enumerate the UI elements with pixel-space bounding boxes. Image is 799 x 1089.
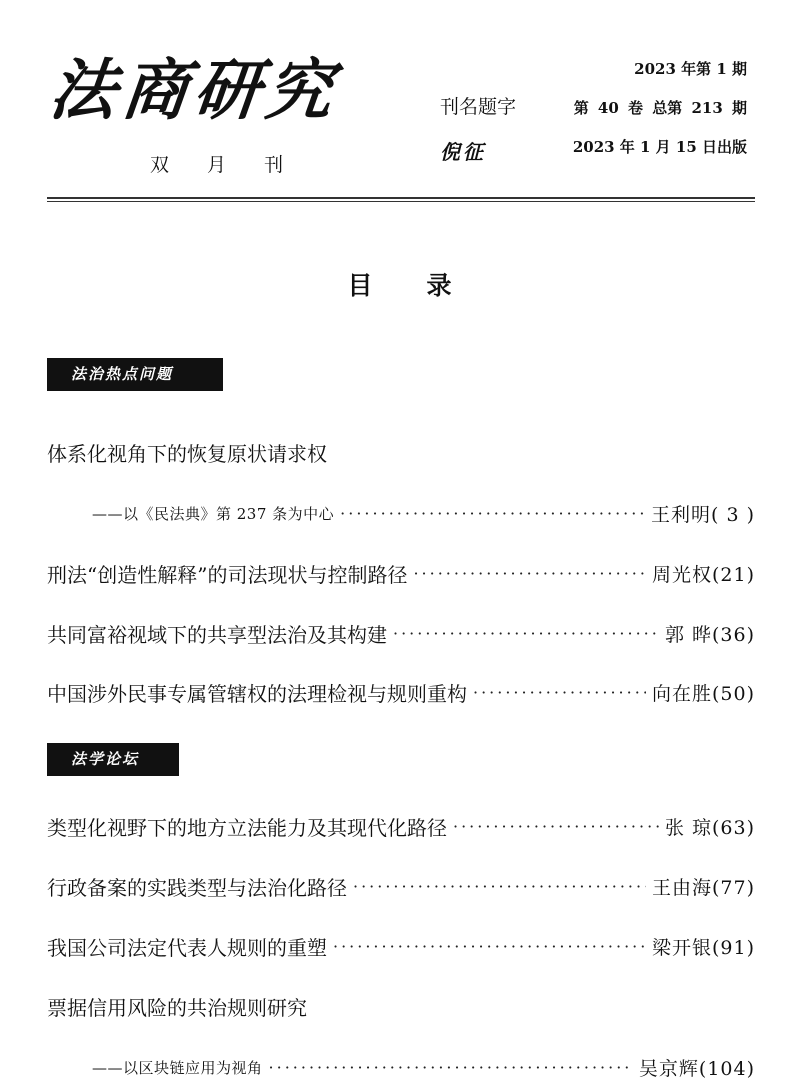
toc-entry-subtitle: ——以区块链应用为视角 [92,1058,263,1077]
toc-entry-title: 刑法“创造性解释”的司法现状与控制路径 [47,562,408,587]
toc-entry-title: 类型化视野下的地方立法能力及其现代化路径 [47,815,447,840]
issue-volume: 第 40 卷 总第 213 期 [573,99,747,117]
title-calligraphy-label: 刊名题字 [440,96,517,118]
toc-entry[interactable] [92,1052,755,1082]
leader-dots [393,624,659,643]
leader-dots [333,937,646,956]
leader-dots [453,817,659,836]
section-label: 法治热点问题 [47,358,223,391]
toc-entry-author-page: 向在胜(50) [651,682,755,705]
toc-entry-author-page: 郭 晔(36) [664,623,755,646]
toc-entry-author-page: 张 琼(63) [664,816,755,839]
toc-entry-author-page: 王由海(77) [651,876,755,899]
toc-entry-title: 行政备案的实践类型与法治化路径 [47,875,347,900]
toc-heading: 目录 [347,271,506,300]
toc-entry-title: 我国公司法定代表人规则的重塑 [47,935,327,960]
toc-entry[interactable] [92,498,755,528]
leader-dots [340,504,645,523]
calligrapher-signature: 倪征 [440,140,486,164]
toc-entry-title: 共同富裕视域下的共享型法治及其构建 [47,622,387,647]
header-divider [47,197,755,199]
toc-entry[interactable] [47,871,755,901]
toc-entry-subtitle: ——以《民法典》第 237 条为中心 [92,504,335,523]
leader-dots [353,877,646,896]
leader-dots [269,1058,633,1077]
leader-dots [413,564,646,583]
header-divider-thin [47,201,755,202]
toc-entry-author-page: 梁开银(91) [651,936,755,959]
toc-entry[interactable] [47,437,755,467]
publication-frequency: 双 月 刊 [150,154,300,176]
leader-dots [473,683,646,702]
toc-entry-title: 体系化视角下的恢复原状请求权 [47,441,327,466]
toc-entry-title: 中国涉外民事专属管辖权的法理检视与规则重构 [47,681,467,706]
toc-entry-author-page: 周光权(21) [651,563,755,586]
toc-entry[interactable] [47,677,755,707]
toc-entry[interactable] [47,811,755,841]
toc-entry[interactable] [47,931,755,961]
issue-publish-date: 2023 年 1 月 15 日出版 [572,138,747,156]
toc-entry-author-page: 王利明( 3 ) [651,503,755,526]
toc-entry[interactable] [47,558,755,588]
toc-entry-title: 票据信用风险的共治规则研究 [47,995,307,1020]
section-label: 法学论坛 [47,743,179,776]
issue-year-number: 2023 年第 1 期 [634,60,747,78]
toc-entry[interactable] [47,991,755,1021]
journal-title: 法商研究 [45,51,343,129]
toc-entry-author-page: 吴京辉(104) [638,1057,755,1080]
toc-entry[interactable] [47,618,755,648]
